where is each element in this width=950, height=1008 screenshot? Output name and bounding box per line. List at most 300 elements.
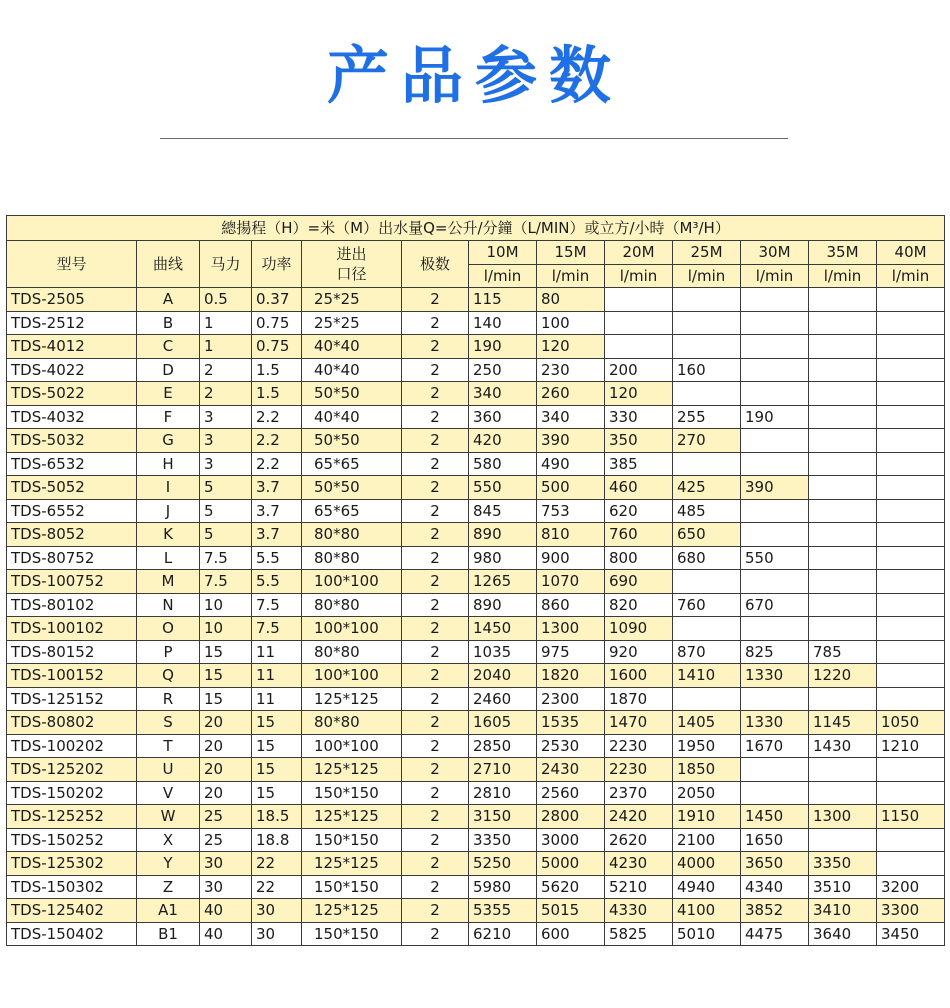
cell-flow-10m: 980 <box>469 546 537 570</box>
cell-power: 5.5 <box>252 546 302 570</box>
cell-inlet-outlet: 125*125 <box>302 805 402 829</box>
cell-curve: E <box>137 382 200 406</box>
cell-flow-15m: 810 <box>537 523 605 547</box>
cell-flow-20m <box>605 311 673 335</box>
header-unit: l/min <box>741 264 809 288</box>
cell-flow-30m: 190 <box>741 405 809 429</box>
cell-curve: C <box>137 335 200 359</box>
cell-flow-20m: 820 <box>605 593 673 617</box>
cell-flow-10m: 1035 <box>469 640 537 664</box>
table-caption: 總揚程（H）=米（M）出水量Q=公升/分鐘（L/MIN）或立方/小時（M³/H） <box>7 216 945 241</box>
header-head-25m: 25M <box>673 241 741 265</box>
cell-flow-20m: 2370 <box>605 781 673 805</box>
cell-inlet-outlet: 80*80 <box>302 711 402 735</box>
cell-flow-10m: 3150 <box>469 805 537 829</box>
cell-poles: 2 <box>402 852 469 876</box>
table-row <box>7 288 945 312</box>
header-unit: l/min <box>809 264 877 288</box>
cell-flow-25m: 760 <box>673 593 741 617</box>
header-curve: 曲线 <box>137 241 200 288</box>
cell-poles: 2 <box>402 805 469 829</box>
cell-horsepower: 40 <box>200 899 252 923</box>
cell-flow-35m <box>809 687 877 711</box>
cell-flow-25m: 160 <box>673 358 741 382</box>
cell-horsepower: 30 <box>200 875 252 899</box>
cell-horsepower: 0.5 <box>200 288 252 312</box>
cell-flow-10m: 580 <box>469 452 537 476</box>
cell-model: TDS-150202 <box>7 781 137 805</box>
cell-power: 30 <box>252 899 302 923</box>
cell-flow-25m: 5010 <box>673 922 741 946</box>
cell-poles: 2 <box>402 405 469 429</box>
cell-curve: V <box>137 781 200 805</box>
cell-flow-15m: 1300 <box>537 617 605 641</box>
cell-flow-30m: 825 <box>741 640 809 664</box>
cell-model: TDS-2512 <box>7 311 137 335</box>
cell-poles: 2 <box>402 382 469 406</box>
cell-curve: I <box>137 476 200 500</box>
cell-model: TDS-5022 <box>7 382 137 406</box>
cell-flow-10m: 890 <box>469 593 537 617</box>
cell-flow-10m: 2710 <box>469 758 537 782</box>
cell-flow-15m: 2800 <box>537 805 605 829</box>
cell-flow-40m <box>877 617 945 641</box>
cell-power: 7.5 <box>252 617 302 641</box>
cell-model: TDS-100152 <box>7 664 137 688</box>
cell-curve: Y <box>137 852 200 876</box>
cell-poles: 2 <box>402 899 469 923</box>
cell-curve: O <box>137 617 200 641</box>
cell-model: TDS-8052 <box>7 523 137 547</box>
cell-flow-15m: 860 <box>537 593 605 617</box>
cell-flow-10m: 140 <box>469 311 537 335</box>
cell-horsepower: 10 <box>200 593 252 617</box>
cell-model: TDS-100202 <box>7 734 137 758</box>
cell-flow-30m <box>741 288 809 312</box>
cell-flow-35m <box>809 523 877 547</box>
cell-flow-40m <box>877 499 945 523</box>
cell-curve: W <box>137 805 200 829</box>
cell-flow-10m: 1450 <box>469 617 537 641</box>
cell-flow-35m: 3410 <box>809 899 877 923</box>
cell-poles: 2 <box>402 570 469 594</box>
cell-power: 5.5 <box>252 570 302 594</box>
cell-flow-25m: 2100 <box>673 828 741 852</box>
cell-flow-10m: 2850 <box>469 734 537 758</box>
cell-flow-10m: 5250 <box>469 852 537 876</box>
cell-poles: 2 <box>402 335 469 359</box>
cell-poles: 2 <box>402 617 469 641</box>
table-row <box>7 758 945 782</box>
cell-model: TDS-80102 <box>7 593 137 617</box>
cell-flow-40m <box>877 570 945 594</box>
cell-flow-20m: 920 <box>605 640 673 664</box>
table-row <box>7 664 945 688</box>
table-row <box>7 452 945 476</box>
cell-flow-30m: 1450 <box>741 805 809 829</box>
cell-flow-30m <box>741 758 809 782</box>
cell-flow-30m: 1650 <box>741 828 809 852</box>
cell-flow-35m <box>809 781 877 805</box>
cell-flow-40m <box>877 476 945 500</box>
cell-power: 22 <box>252 852 302 876</box>
cell-inlet-outlet: 25*25 <box>302 311 402 335</box>
cell-flow-30m: 3852 <box>741 899 809 923</box>
cell-power: 30 <box>252 922 302 946</box>
cell-flow-20m: 1870 <box>605 687 673 711</box>
header-head-10m: 10M <box>469 241 537 265</box>
cell-flow-30m: 1670 <box>741 734 809 758</box>
header-unit: l/min <box>673 264 741 288</box>
cell-flow-15m: 2530 <box>537 734 605 758</box>
cell-flow-40m: 3300 <box>877 899 945 923</box>
cell-horsepower: 5 <box>200 499 252 523</box>
cell-poles: 2 <box>402 711 469 735</box>
cell-model: TDS-150252 <box>7 828 137 852</box>
cell-model: TDS-4012 <box>7 335 137 359</box>
cell-curve: L <box>137 546 200 570</box>
cell-curve: B1 <box>137 922 200 946</box>
cell-flow-30m: 3650 <box>741 852 809 876</box>
cell-flow-15m: 100 <box>537 311 605 335</box>
cell-flow-10m: 2810 <box>469 781 537 805</box>
cell-power: 3.7 <box>252 523 302 547</box>
cell-flow-10m: 6210 <box>469 922 537 946</box>
cell-horsepower: 7.5 <box>200 570 252 594</box>
cell-curve: H <box>137 452 200 476</box>
cell-inlet-outlet: 50*50 <box>302 382 402 406</box>
cell-curve: Z <box>137 875 200 899</box>
cell-flow-20m: 620 <box>605 499 673 523</box>
cell-horsepower: 40 <box>200 922 252 946</box>
cell-flow-30m <box>741 687 809 711</box>
cell-flow-40m <box>877 546 945 570</box>
cell-model: TDS-6532 <box>7 452 137 476</box>
cell-horsepower: 20 <box>200 758 252 782</box>
cell-curve: B <box>137 311 200 335</box>
cell-flow-15m: 260 <box>537 382 605 406</box>
cell-flow-25m: 425 <box>673 476 741 500</box>
cell-flow-20m: 2230 <box>605 734 673 758</box>
cell-flow-10m: 420 <box>469 429 537 453</box>
cell-flow-15m: 390 <box>537 429 605 453</box>
cell-horsepower: 5 <box>200 476 252 500</box>
header-unit: l/min <box>537 264 605 288</box>
cell-flow-35m: 1220 <box>809 664 877 688</box>
cell-flow-35m <box>809 476 877 500</box>
cell-flow-20m: 1600 <box>605 664 673 688</box>
table-row <box>7 499 945 523</box>
cell-model: TDS-125302 <box>7 852 137 876</box>
cell-flow-10m: 5980 <box>469 875 537 899</box>
cell-flow-10m: 5355 <box>469 899 537 923</box>
cell-model: TDS-4032 <box>7 405 137 429</box>
cell-flow-35m <box>809 617 877 641</box>
cell-flow-25m: 4100 <box>673 899 741 923</box>
cell-flow-20m: 1470 <box>605 711 673 735</box>
cell-flow-25m: 1910 <box>673 805 741 829</box>
cell-power: 1.5 <box>252 358 302 382</box>
cell-flow-15m: 120 <box>537 335 605 359</box>
table-row <box>7 711 945 735</box>
cell-flow-10m: 2040 <box>469 664 537 688</box>
cell-flow-25m <box>673 617 741 641</box>
cell-flow-25m: 1405 <box>673 711 741 735</box>
cell-inlet-outlet: 80*80 <box>302 546 402 570</box>
cell-flow-25m: 4940 <box>673 875 741 899</box>
cell-flow-40m <box>877 640 945 664</box>
cell-flow-20m: 200 <box>605 358 673 382</box>
cell-power: 0.75 <box>252 335 302 359</box>
cell-inlet-outlet: 125*125 <box>302 687 402 711</box>
cell-flow-25m <box>673 288 741 312</box>
cell-flow-30m <box>741 523 809 547</box>
cell-model: TDS-150402 <box>7 922 137 946</box>
cell-flow-25m <box>673 570 741 594</box>
cell-inlet-outlet: 150*150 <box>302 875 402 899</box>
cell-flow-40m <box>877 288 945 312</box>
product-spec-table <box>6 215 945 946</box>
cell-flow-35m <box>809 405 877 429</box>
cell-flow-35m <box>809 758 877 782</box>
header-power: 功率 <box>252 241 302 288</box>
cell-curve: A1 <box>137 899 200 923</box>
cell-poles: 2 <box>402 781 469 805</box>
cell-curve: N <box>137 593 200 617</box>
cell-poles: 2 <box>402 593 469 617</box>
header-inlet-outlet-label: 进出口径 <box>336 244 367 283</box>
cell-flow-15m: 1820 <box>537 664 605 688</box>
header-unit: l/min <box>469 264 537 288</box>
table-body <box>7 288 945 946</box>
cell-flow-25m: 1850 <box>673 758 741 782</box>
cell-inlet-outlet: 65*65 <box>302 499 402 523</box>
cell-poles: 2 <box>402 875 469 899</box>
cell-flow-40m: 1150 <box>877 805 945 829</box>
cell-horsepower: 20 <box>200 711 252 735</box>
cell-poles: 2 <box>402 311 469 335</box>
cell-flow-25m <box>673 311 741 335</box>
cell-model: TDS-125252 <box>7 805 137 829</box>
cell-power: 7.5 <box>252 593 302 617</box>
cell-power: 15 <box>252 781 302 805</box>
cell-flow-35m: 1145 <box>809 711 877 735</box>
cell-poles: 2 <box>402 499 469 523</box>
cell-flow-30m <box>741 358 809 382</box>
cell-flow-25m: 680 <box>673 546 741 570</box>
cell-horsepower: 1 <box>200 311 252 335</box>
cell-model: TDS-100102 <box>7 617 137 641</box>
cell-curve: S <box>137 711 200 735</box>
cell-power: 18.5 <box>252 805 302 829</box>
cell-horsepower: 15 <box>200 640 252 664</box>
cell-flow-30m <box>741 311 809 335</box>
cell-flow-30m: 1330 <box>741 664 809 688</box>
cell-flow-15m: 5015 <box>537 899 605 923</box>
cell-flow-25m: 255 <box>673 405 741 429</box>
cell-inlet-outlet: 50*50 <box>302 429 402 453</box>
cell-power: 15 <box>252 734 302 758</box>
cell-model: TDS-2505 <box>7 288 137 312</box>
cell-inlet-outlet: 50*50 <box>302 476 402 500</box>
cell-curve: A <box>137 288 200 312</box>
cell-curve: R <box>137 687 200 711</box>
cell-flow-20m: 385 <box>605 452 673 476</box>
cell-flow-25m <box>673 452 741 476</box>
cell-inlet-outlet: 80*80 <box>302 593 402 617</box>
cell-flow-15m: 5000 <box>537 852 605 876</box>
header-horsepower: 马力 <box>200 241 252 288</box>
table-row <box>7 781 945 805</box>
cell-curve: K <box>137 523 200 547</box>
cell-flow-25m <box>673 382 741 406</box>
cell-inlet-outlet: 80*80 <box>302 640 402 664</box>
cell-poles: 2 <box>402 288 469 312</box>
cell-flow-25m: 485 <box>673 499 741 523</box>
cell-flow-15m: 753 <box>537 499 605 523</box>
cell-flow-35m: 1300 <box>809 805 877 829</box>
cell-flow-10m: 190 <box>469 335 537 359</box>
cell-model: TDS-80802 <box>7 711 137 735</box>
cell-flow-30m: 4475 <box>741 922 809 946</box>
cell-flow-30m <box>741 781 809 805</box>
cell-poles: 2 <box>402 640 469 664</box>
table-row <box>7 476 945 500</box>
header-poles: 极数 <box>402 241 469 288</box>
cell-flow-40m: 1210 <box>877 734 945 758</box>
cell-flow-35m <box>809 382 877 406</box>
cell-flow-20m: 350 <box>605 429 673 453</box>
cell-poles: 2 <box>402 476 469 500</box>
cell-horsepower: 20 <box>200 734 252 758</box>
cell-model: TDS-80752 <box>7 546 137 570</box>
cell-horsepower: 3 <box>200 405 252 429</box>
cell-flow-40m <box>877 452 945 476</box>
cell-flow-10m: 250 <box>469 358 537 382</box>
cell-flow-20m: 800 <box>605 546 673 570</box>
cell-horsepower: 3 <box>200 429 252 453</box>
cell-flow-35m: 3640 <box>809 922 877 946</box>
cell-curve: F <box>137 405 200 429</box>
cell-flow-20m: 460 <box>605 476 673 500</box>
cell-flow-20m: 5825 <box>605 922 673 946</box>
cell-flow-40m <box>877 358 945 382</box>
cell-flow-15m: 2300 <box>537 687 605 711</box>
cell-flow-40m <box>877 687 945 711</box>
header-model: 型号 <box>7 241 137 288</box>
cell-flow-40m <box>877 335 945 359</box>
cell-flow-15m: 1535 <box>537 711 605 735</box>
cell-flow-30m <box>741 429 809 453</box>
cell-flow-40m <box>877 405 945 429</box>
cell-flow-40m <box>877 852 945 876</box>
cell-flow-15m: 340 <box>537 405 605 429</box>
cell-flow-20m: 330 <box>605 405 673 429</box>
cell-poles: 2 <box>402 828 469 852</box>
cell-flow-35m <box>809 358 877 382</box>
cell-flow-40m: 3450 <box>877 922 945 946</box>
cell-flow-20m: 1090 <box>605 617 673 641</box>
cell-flow-40m <box>877 593 945 617</box>
cell-flow-10m: 360 <box>469 405 537 429</box>
cell-power: 18.8 <box>252 828 302 852</box>
cell-flow-15m: 5620 <box>537 875 605 899</box>
cell-flow-10m: 115 <box>469 288 537 312</box>
cell-poles: 2 <box>402 523 469 547</box>
table-row <box>7 805 945 829</box>
cell-power: 3.7 <box>252 499 302 523</box>
cell-flow-15m: 1070 <box>537 570 605 594</box>
cell-flow-40m <box>877 429 945 453</box>
cell-flow-30m <box>741 335 809 359</box>
cell-power: 0.75 <box>252 311 302 335</box>
header-unit: l/min <box>877 264 945 288</box>
cell-poles: 2 <box>402 358 469 382</box>
table-row <box>7 922 945 946</box>
cell-inlet-outlet: 100*100 <box>302 734 402 758</box>
cell-flow-25m: 2050 <box>673 781 741 805</box>
cell-power: 0.37 <box>252 288 302 312</box>
cell-horsepower: 25 <box>200 805 252 829</box>
cell-curve: X <box>137 828 200 852</box>
cell-curve: M <box>137 570 200 594</box>
cell-power: 22 <box>252 875 302 899</box>
cell-flow-10m: 1605 <box>469 711 537 735</box>
cell-inlet-outlet: 25*25 <box>302 288 402 312</box>
cell-inlet-outlet: 100*100 <box>302 570 402 594</box>
header-head-20m: 20M <box>605 241 673 265</box>
cell-flow-40m <box>877 781 945 805</box>
cell-flow-20m: 690 <box>605 570 673 594</box>
cell-flow-40m: 3200 <box>877 875 945 899</box>
cell-poles: 2 <box>402 664 469 688</box>
cell-flow-25m: 1410 <box>673 664 741 688</box>
cell-flow-35m <box>809 429 877 453</box>
cell-flow-20m: 5210 <box>605 875 673 899</box>
cell-curve: U <box>137 758 200 782</box>
table-row <box>7 593 945 617</box>
cell-curve: G <box>137 429 200 453</box>
cell-model: TDS-6552 <box>7 499 137 523</box>
cell-inlet-outlet: 40*40 <box>302 405 402 429</box>
cell-flow-15m: 900 <box>537 546 605 570</box>
cell-power: 2.2 <box>252 452 302 476</box>
cell-flow-35m: 3510 <box>809 875 877 899</box>
cell-inlet-outlet: 150*150 <box>302 828 402 852</box>
cell-inlet-outlet: 100*100 <box>302 664 402 688</box>
header-head-35m: 35M <box>809 241 877 265</box>
cell-inlet-outlet: 100*100 <box>302 617 402 641</box>
cell-curve: D <box>137 358 200 382</box>
cell-flow-20m: 760 <box>605 523 673 547</box>
cell-inlet-outlet: 65*65 <box>302 452 402 476</box>
header-inlet-outlet <box>302 241 402 288</box>
cell-flow-10m: 845 <box>469 499 537 523</box>
cell-flow-35m <box>809 499 877 523</box>
cell-flow-35m <box>809 311 877 335</box>
table-row <box>7 546 945 570</box>
page-title: 产品参数 <box>326 39 623 112</box>
cell-flow-15m: 230 <box>537 358 605 382</box>
cell-inlet-outlet: 125*125 <box>302 852 402 876</box>
cell-poles: 2 <box>402 922 469 946</box>
cell-horsepower: 20 <box>200 781 252 805</box>
cell-power: 2.2 <box>252 405 302 429</box>
cell-power: 11 <box>252 664 302 688</box>
cell-flow-40m <box>877 382 945 406</box>
cell-model: TDS-80152 <box>7 640 137 664</box>
cell-poles: 2 <box>402 758 469 782</box>
